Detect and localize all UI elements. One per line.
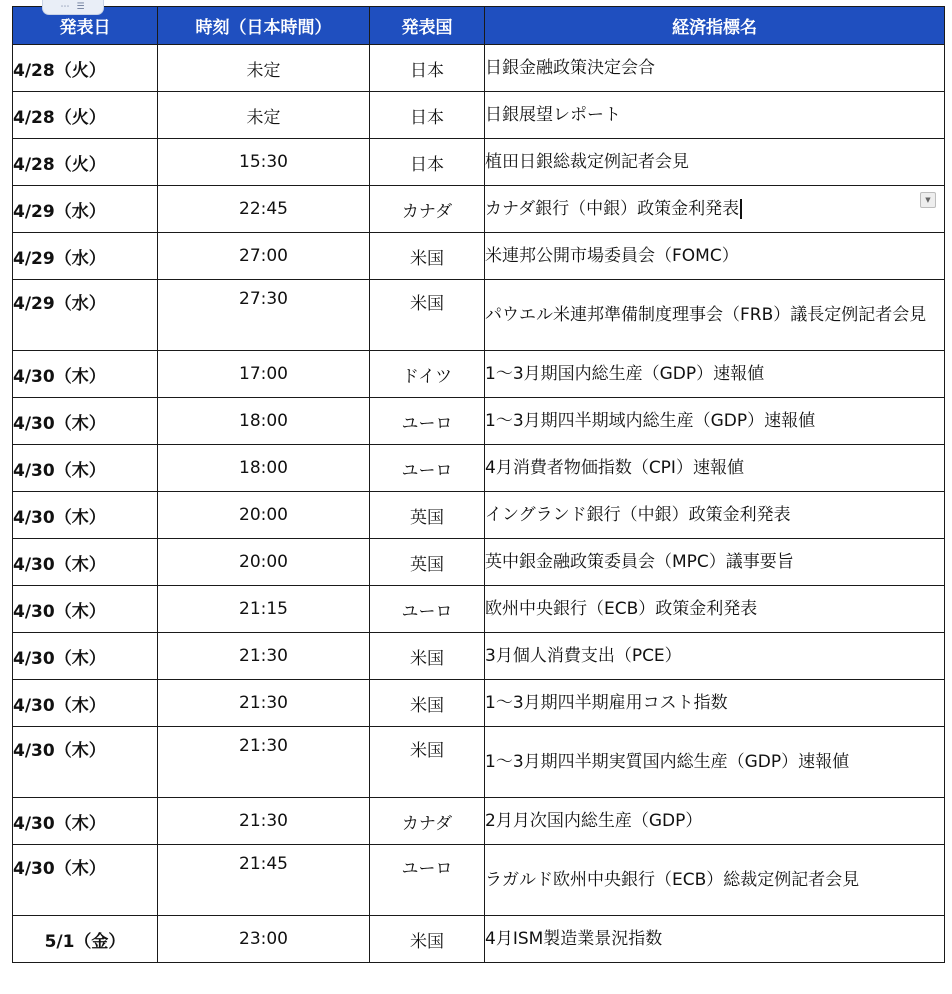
text-cursor xyxy=(740,199,742,219)
cell-indicator[interactable]: 英中銀金融政策委員会（MPC）議事要旨 xyxy=(485,539,945,586)
grip-lines: ☰ xyxy=(76,2,86,12)
cell-date: 4/29（水） xyxy=(13,233,158,280)
cell-indicator-text: カナダ銀行（中銀）政策金利発表 xyxy=(485,198,740,219)
cell-time: 21:30 xyxy=(158,633,370,680)
cell-date: 5/1（金） xyxy=(13,916,158,963)
cell-time: 21:15 xyxy=(158,586,370,633)
cell-country: 日本 xyxy=(370,45,485,92)
cell-date: 4/30（木） xyxy=(13,680,158,727)
cell-country: ユーロ xyxy=(370,586,485,633)
cell-country: ドイツ xyxy=(370,351,485,398)
cell-country: カナダ xyxy=(370,186,485,233)
cell-country: 英国 xyxy=(370,539,485,586)
header-indicator: 経済指標名 xyxy=(485,7,945,45)
cell-date: 4/30（木） xyxy=(13,351,158,398)
cell-date: 4/30（木） xyxy=(13,586,158,633)
cell-time: 未定 xyxy=(158,45,370,92)
table-row xyxy=(13,45,945,92)
cell-indicator[interactable]: 1～3月期四半期実質国内総生産（GDP）速報値 xyxy=(485,727,945,798)
cell-time: 20:00 xyxy=(158,492,370,539)
header-country: 発表国 xyxy=(370,7,485,45)
cell-country: 米国 xyxy=(370,680,485,727)
cell-indicator[interactable]: 4月ISM製造業景況指数 xyxy=(485,916,945,963)
cell-indicator[interactable]: イングランド銀行（中銀）政策金利発表 xyxy=(485,492,945,539)
cell-indicator[interactable]: 植田日銀総裁定例記者会見 xyxy=(485,139,945,186)
table-row xyxy=(13,492,945,539)
cell-country: ユーロ xyxy=(370,845,485,916)
cell-date: 4/28（火） xyxy=(13,139,158,186)
cell-date: 4/30（木） xyxy=(13,492,158,539)
cell-time: 23:00 xyxy=(158,916,370,963)
cell-time: 27:00 xyxy=(158,233,370,280)
table-row xyxy=(13,186,945,233)
cell-time: 21:30 xyxy=(158,680,370,727)
cell-indicator[interactable]: 1～3月期四半期域内総生産（GDP）速報値 xyxy=(485,398,945,445)
cell-date: 4/28（火） xyxy=(13,45,158,92)
cell-indicator[interactable]: 3月個人消費支出（PCE） xyxy=(485,633,945,680)
header-row xyxy=(13,7,945,45)
cell-time: 17:00 xyxy=(158,351,370,398)
cell-date: 4/29（水） xyxy=(13,280,158,351)
cell-date: 4/28（火） xyxy=(13,92,158,139)
cell-time: 20:00 xyxy=(158,539,370,586)
cell-date: 4/30（木） xyxy=(13,539,158,586)
drag-handle-icon[interactable] xyxy=(42,0,104,15)
table-row xyxy=(13,633,945,680)
cell-time: 18:00 xyxy=(158,445,370,492)
table-row xyxy=(13,398,945,445)
cell-country: 米国 xyxy=(370,633,485,680)
cell-country: 米国 xyxy=(370,916,485,963)
cell-date: 4/30（木） xyxy=(13,633,158,680)
cell-indicator[interactable]: 米連邦公開市場委員会（FOMC） xyxy=(485,233,945,280)
cell-country: 日本 xyxy=(370,92,485,139)
table-row xyxy=(13,680,945,727)
cell-time: 21:45 xyxy=(158,845,370,916)
cell-indicator[interactable]: 欧州中央銀行（ECB）政策金利発表 xyxy=(485,586,945,633)
cell-indicator[interactable]: 日銀金融政策決定会合 xyxy=(485,45,945,92)
table-row xyxy=(13,798,945,845)
dropdown-arrow-icon[interactable]: ▼ xyxy=(920,192,936,208)
cell-country: 米国 xyxy=(370,233,485,280)
cell-time: 15:30 xyxy=(158,139,370,186)
cell-date: 4/29（水） xyxy=(13,186,158,233)
cell-time: 未定 xyxy=(158,92,370,139)
cell-date: 4/30（木） xyxy=(13,845,158,916)
cell-time: 21:30 xyxy=(158,798,370,845)
cell-country: 米国 xyxy=(370,727,485,798)
cell-indicator[interactable]: 2月月次国内総生産（GDP） xyxy=(485,798,945,845)
schedule-wrapper xyxy=(12,2,944,963)
cell-indicator[interactable]: 1～3月期四半期雇用コスト指数 xyxy=(485,680,945,727)
cell-indicator[interactable]: パウエル米連邦準備制度理事会（FRB）議長定例記者会見 xyxy=(485,280,945,351)
cell-indicator-editing[interactable] xyxy=(485,186,945,233)
cell-date: 4/30（木） xyxy=(13,445,158,492)
cell-country: ユーロ xyxy=(370,398,485,445)
table-row xyxy=(13,727,945,798)
cell-indicator[interactable]: 4月消費者物価指数（CPI）速報値 xyxy=(485,445,945,492)
cell-country: ユーロ xyxy=(370,445,485,492)
table-row xyxy=(13,92,945,139)
cell-date: 4/30（木） xyxy=(13,398,158,445)
cell-indicator[interactable]: ラガルド欧州中央銀行（ECB）総裁定例記者会見 xyxy=(485,845,945,916)
table-row xyxy=(13,280,945,351)
table-row xyxy=(13,916,945,963)
table-row xyxy=(13,233,945,280)
header-date: 発表日 xyxy=(13,7,158,45)
cell-time: 22:45 xyxy=(158,186,370,233)
header-time: 時刻（日本時間） xyxy=(158,7,370,45)
cell-time: 27:30 xyxy=(158,280,370,351)
table-row xyxy=(13,845,945,916)
cell-indicator[interactable]: 1～3月期国内総生産（GDP）速報値 xyxy=(485,351,945,398)
cell-time: 21:30 xyxy=(158,727,370,798)
economic-calendar-table xyxy=(12,6,945,963)
table-row xyxy=(13,445,945,492)
cell-country: 米国 xyxy=(370,280,485,351)
cell-country: カナダ xyxy=(370,798,485,845)
cell-indicator[interactable]: 日銀展望レポート xyxy=(485,92,945,139)
cell-country: 英国 xyxy=(370,492,485,539)
table-row xyxy=(13,539,945,586)
cell-date: 4/30（木） xyxy=(13,727,158,798)
table-row xyxy=(13,586,945,633)
grip-dots: ⋯ xyxy=(60,2,71,12)
table-row xyxy=(13,351,945,398)
cell-country: 日本 xyxy=(370,139,485,186)
cell-time: 18:00 xyxy=(158,398,370,445)
table-row xyxy=(13,139,945,186)
cell-date: 4/30（木） xyxy=(13,798,158,845)
